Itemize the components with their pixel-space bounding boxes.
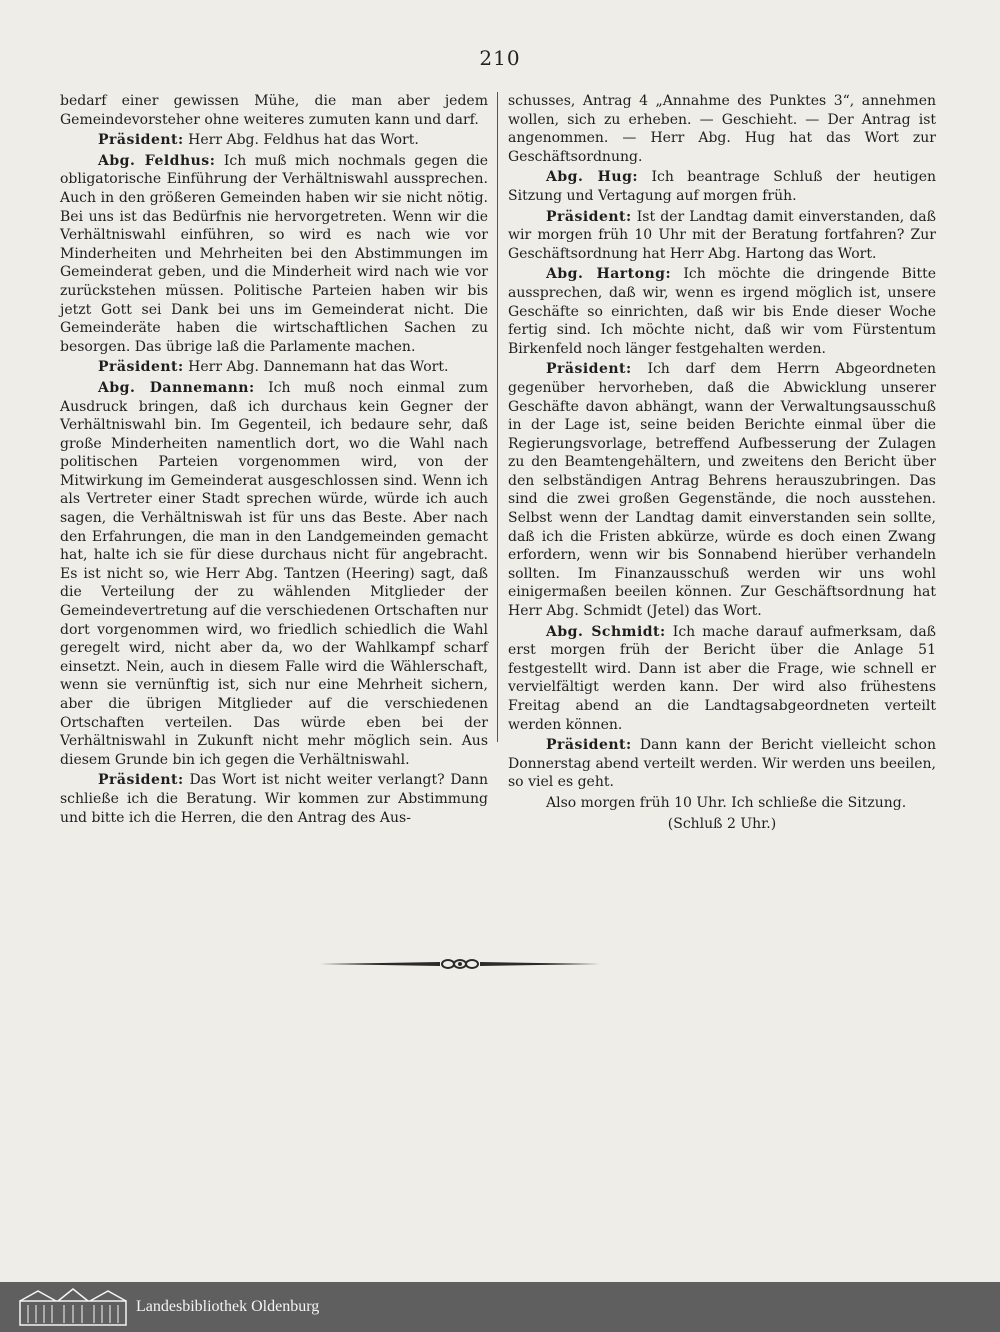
page-number: 210 [479, 46, 521, 70]
speaker-label: Abg. Hug: [546, 169, 639, 186]
library-name: Landesbibliothek Oldenburg [136, 1298, 320, 1315]
closing-line [508, 794, 936, 813]
ornament-divider-icon [320, 954, 600, 974]
paragraph-text: Ich möchte die dringende Bitte aussprechen, daß wir, wenn es irgend möglich ist, unsere Geschäfte so einrichten, daß wir bis Ende dieser Woche fertig sind. Ich möchte nicht, daß wir vom Fürstentum Birkenfeld noch länger festgehalten werden. [508, 266, 936, 357]
speaker-label: Präsident: [98, 132, 184, 149]
speaker-label: Abg. Hartong: [546, 266, 672, 283]
paragraph [508, 265, 936, 358]
speaker-label: Präsident: [98, 772, 184, 789]
session-end-note [508, 815, 936, 834]
speaker-label: Abg. Schmidt: [546, 623, 666, 640]
paragraph [60, 358, 488, 377]
paragraph-text: Ich darf dem Herrn Abgeordneten gegenüber hervorheben, daß die Abwicklung unserer Geschäfte davon abhängt, wann der Verwaltungsausschuß in der Lage ist, seine beiden Berichte einmal über die Regierungsvorlage, betreffend Aufbesserung der Zulagen zu den Beamtengehältern, und zweitens den Bericht über den selbständigen Antrag Behrens herauszubringen. Das sind die zwei großen Gegenstände, die noch ausstehen. Selbst wenn der Landtag damit einverstanden sein sollte, daß ich die Fristen abkürze, würde es doch einen Zwang erfordern, wenn wir bis Sonnabend hierüber verhandeln sollten. Im Finanzausschuß werden wir uns wohl einigermaßen beeilen können. Zur Geschäftsordnung hat Herr Abg. Schmidt (Jetel) das Wort. [508, 361, 937, 620]
paragraph [508, 360, 936, 620]
paragraph [508, 736, 936, 792]
speaker-label: Abg. Dannemann: [98, 379, 255, 396]
speaker-label: Präsident: [546, 361, 632, 378]
paragraph [60, 379, 488, 769]
left-column [60, 92, 488, 829]
paragraph-text: Ich muß noch einmal zum Ausdruck bringen, daß ich durchaus kein Gegner der Verhältniswahl bin. Im Gegenteil, ich bedaure sehr, daß große Minderheiten namentlich dort, wo die Wahl nach politischen Parteien vorgenommen wird, von der Mitwirkung im Gemeinderat ausgeschlossen sind. Wenn ich als Vertreter einer Stadt sprechen würde, würde ich auch sagen, die Verhältniswah ist für uns das Beste. Aber nach den Erfahrungen, die man in den Landgemeinden gemacht hat, halte ich sie für diese durchaus nicht für angebracht. Es ist nicht so, wie Herr Abg. Tantzen (Heering) sagt, daß die Verteilung der zu wählenden Mitglieder der Gemeindevertretung auf die verschiedenen Ortschaften nur dort vorgenommen wird, wo friedlich schiedlich die Wahl geregelt wird, nicht aber da, wo der Wahlkampf scharf einsetzt. Nein, auch in diesem Falle wird die Wählerschaft, wenn sie vernünftig ist, sich nur eine Mehrheit sichern, aber die übrigen Mitglieder auf die verschiedenen Ortschaften verteilen. Das würde eben bei der Verhältniswahl in Zukunft nicht mehr möglich sein. Aus diesem Grunde bin ich gegen die Verhältniswahl. [60, 379, 488, 768]
library-building-icon [18, 1287, 128, 1327]
paragraph [60, 131, 488, 150]
paragraph-text: Ist der Landtag damit einverstanden, daß wir morgen früh 10 Uhr mit der Beratung fortfahren? Zur Geschäftsordnung hat Herr Abg. Hartong das Wort. [508, 208, 936, 262]
paragraph-text: (Schluß 2 Uhr.) [667, 815, 777, 832]
paragraph [508, 623, 936, 735]
paragraph [508, 92, 936, 166]
paragraph-text: Das Wort ist nicht weiter verlangt? Dann schließe ich die Beratung. Wir kommen zur Abstimmung und bitte ich die Herren, die den Antrag des Aus- [60, 772, 488, 826]
speaker-label: Präsident: [546, 208, 632, 225]
paragraph-text: Ich muß mich nochmals gegen die obligatorische Einführung der Verhältniswahl aussprechen. Auch in den größeren Gemeinden haben wir sie nicht nötig. Bei uns ist das Bedürfnis nie hervorgetreten. Wenn wir die Verhältniswahl einführen, so wird es nach wie vor Minderheiten und Mehrheiten bei den Abstimmungen im Gemeinderat geben, und die Minderheit wird nach wie vor zurückstehen müssen. Politische Parteien haben wir bis jetzt Gott sei Dank bei uns im Gemeinderat nicht. Die Gemeinderäte haben die wirtschaftlichen Sachen zu besorgen. Das übrige laß die Parlamente machen. [60, 152, 489, 355]
speaker-label: Präsident: [98, 359, 184, 376]
paragraph [60, 152, 488, 357]
speaker-label: Präsident: [546, 737, 632, 754]
footer-bar [0, 1282, 1000, 1332]
paragraph-text: schusses, Antrag 4 „Annahme des Punktes 3“, annehmen wollen, sich zu erheben. — Geschieht. — Der Antrag ist angenommen. — Herr Abg. Hug hat das Wort zur Geschäftsordnung. [508, 93, 936, 165]
paragraph-text: Ich beantrage Schluß der heutigen Sitzung und Vertagung auf morgen früh. [508, 169, 936, 204]
paragraph-text: Herr Abg. Feldhus hat das Wort. [188, 132, 419, 149]
paragraph-text: bedarf einer gewissen Mühe, die man aber jedem Gemeindevorsteher ohne weiteres zumuten kann und darf. [60, 93, 488, 128]
paragraph [508, 168, 936, 205]
paragraph-text: Dann kann der Bericht vielleicht schon Donnerstag abend verteilt werden. Wir werden uns beeilen, so viel es geht. [508, 737, 936, 791]
right-column [508, 92, 936, 835]
paragraph [508, 208, 936, 264]
speaker-label: Abg. Feldhus: [98, 152, 216, 169]
paragraph [60, 771, 488, 827]
paragraph-text: Also morgen früh 10 Uhr. Ich schließe die Sitzung. [546, 794, 907, 811]
paragraph-text: Herr Abg. Dannemann hat das Wort. [188, 359, 449, 376]
paragraph-text: Ich mache darauf aufmerksam, daß erst morgen früh der Bericht über die Anlage 51 festgestellt wird. Dann ist aber die Frage, wie schnell er vervielfältigt werden kann. Der wird also frühestens Freitag abend an die Landtagsabgeordneten verteilt werden können. [508, 623, 937, 733]
paragraph [60, 92, 488, 129]
column-divider [497, 92, 498, 742]
